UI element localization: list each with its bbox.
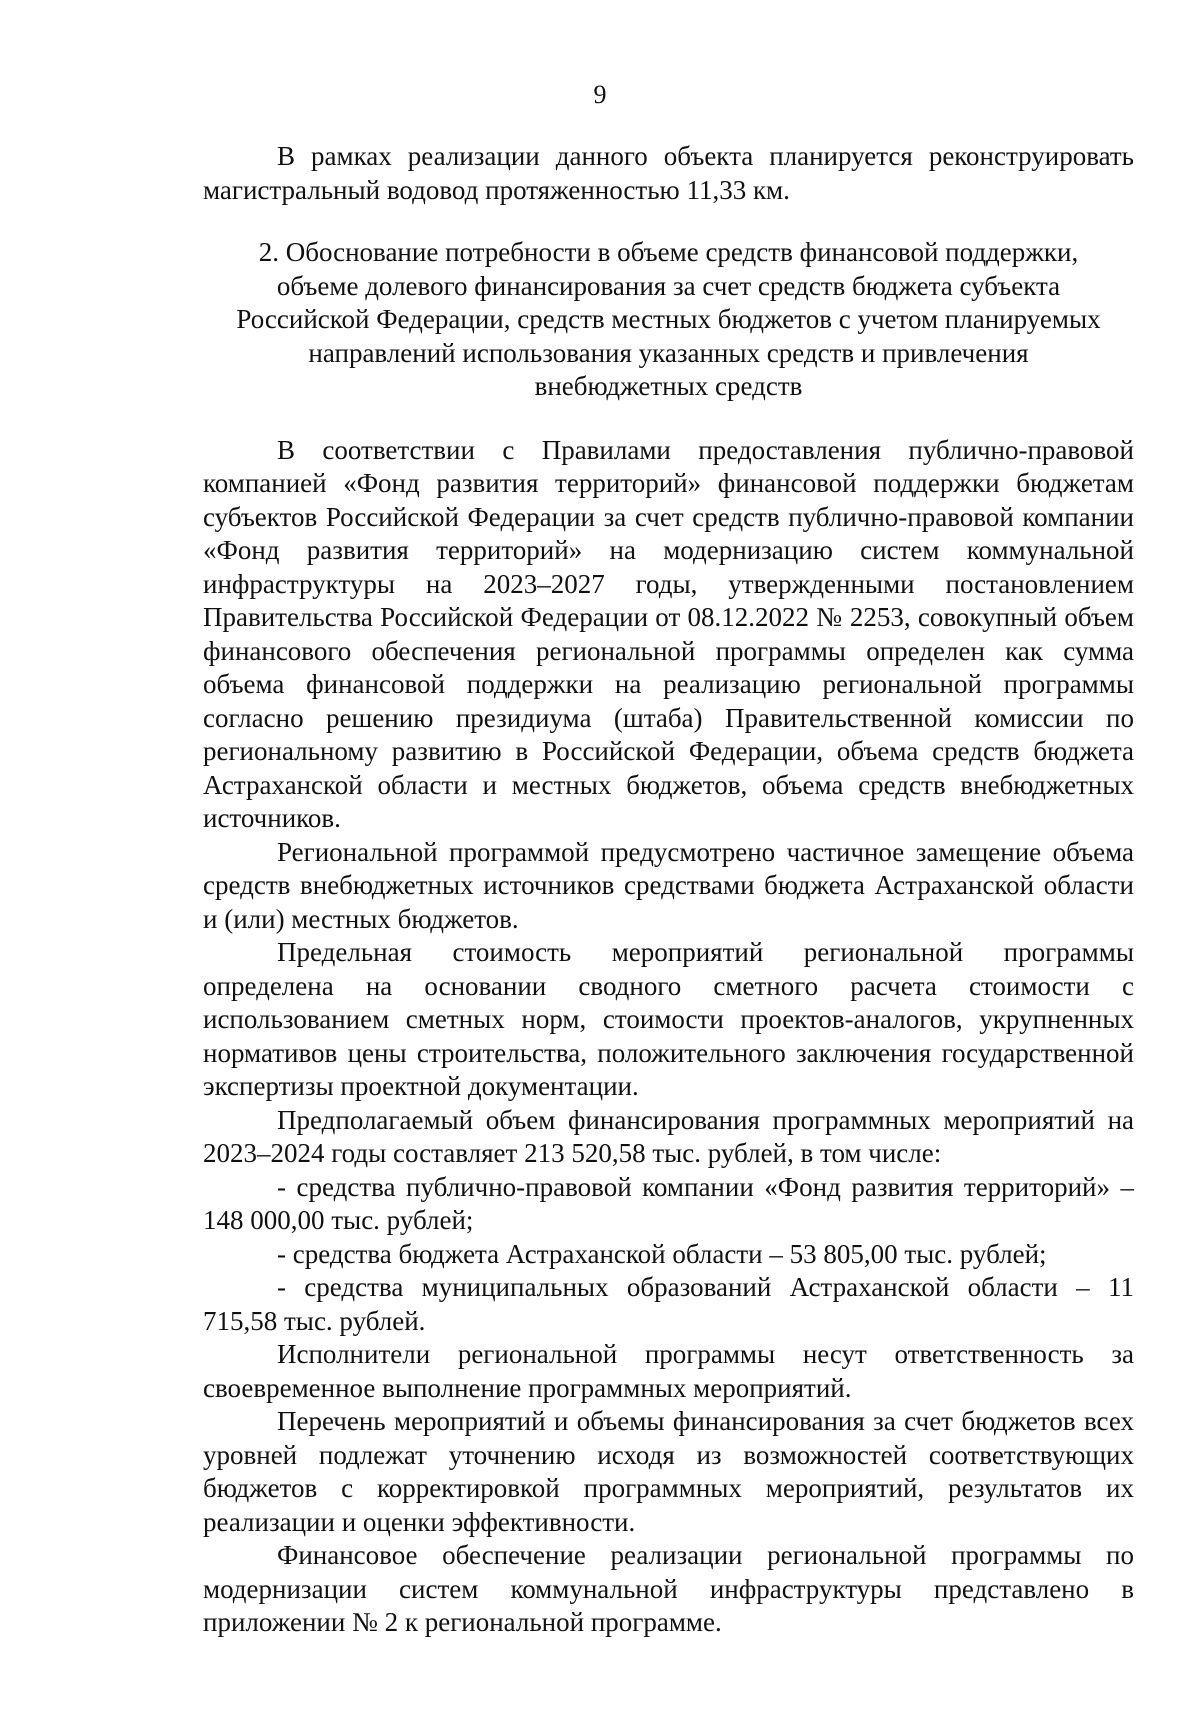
paragraph-adjustment: Перечень мероприятий и объемы финансирования за счет бюджетов всех уровней подлежат уточнению исходя из возможностей соответствующих бюджетов с корректировкой программных мероприятий, результатов их реализации и оценки эффективности. [203, 1406, 1134, 1537]
paragraph-cost-limit: Предельная стоимость мероприятий региональной программы определена на основании сводного сметного расчета стоимости с использованием сметных норм, стоимости проектов-аналогов, укрупненных нормативов цены строительства, положительного заключения государственной экспертизы проектной документации. [203, 937, 1134, 1101]
paragraph-funding-rules: В соответствии с Правилами предоставления публично-правовой компанией «Фонд развития территорий» финансовой поддержки бюджетам субъектов Российской Федерации за счет средств публично-правовой компании «Фонд развития территорий» на модернизацию систем коммунальной инфраструктуры на 2023–2027 годы, утвержденными постановлением Правительства Российской Федерации от 08.12.2022 № 2253, совокупный объем финансового обеспечения региональной программы определен как сумма объема финансовой поддержки на реализацию региональной программы согласно решению президиума (штаба) Правительственной комиссии по региональному развитию в Российской Федерации, объема средств бюджета Астраханской области и местных бюджетов, объема средств внебюджетных источников. [203, 434, 1134, 833]
intro-paragraph: В рамках реализации данного объекта планируется реконструировать магистральный водовод протяженностью 11,33 км. [203, 141, 1134, 205]
paragraph-funding-total: Предполагаемый объем финансирования программных мероприятий на 2023–2024 годы составляет 213 520,58 тыс. рублей, в том числе: [203, 1104, 1134, 1168]
paragraph-responsibility: Исполнители региональной программы несут ответственность за своевременное выполнение программных мероприятий. [203, 1339, 1134, 1403]
paragraph-partial-replacement: Региональной программой предусмотрено частичное замещение объема средств внебюджетных источников средствами бюджета Астраханской области и (или) местных бюджетов. [203, 836, 1134, 934]
section-heading [203, 236, 1134, 404]
section-heading-line: направлений использования указанных средств и привлечения [308, 337, 1029, 368]
paragraph-appendix-reference: Финансовое обеспечение реализации региональной программы по модернизации систем коммунальной инфраструктуры представлено в приложении № 2 к региональной программе. [203, 1540, 1134, 1637]
funding-item-regional-budget: - средства бюджета Астраханской области – 53 805,00 тыс. рублей; [277, 1238, 1047, 1269]
section-heading-line: объеме долевого финансирования за счет средств бюджета субъекта [276, 270, 1061, 301]
funding-item-municipal: - средства муниципальных образований Астраханской области – 11 715,58 тыс. рублей. [203, 1272, 1134, 1336]
document-body [203, 140, 1134, 1640]
page-number: 9 [593, 80, 607, 109]
section-heading-line: Российской Федерации, средств местных бюджетов с учетом планируемых [236, 304, 1101, 334]
section-heading-line: 2. Обоснование потребности в объеме средств финансовой поддержки, [258, 237, 1079, 267]
funding-item-fund: - средства публично-правовой компании «Фонд развития территорий» – 148 000,00 тыс. рублей; [203, 1171, 1134, 1235]
section-heading-line: внебюджетных средств [534, 371, 803, 401]
